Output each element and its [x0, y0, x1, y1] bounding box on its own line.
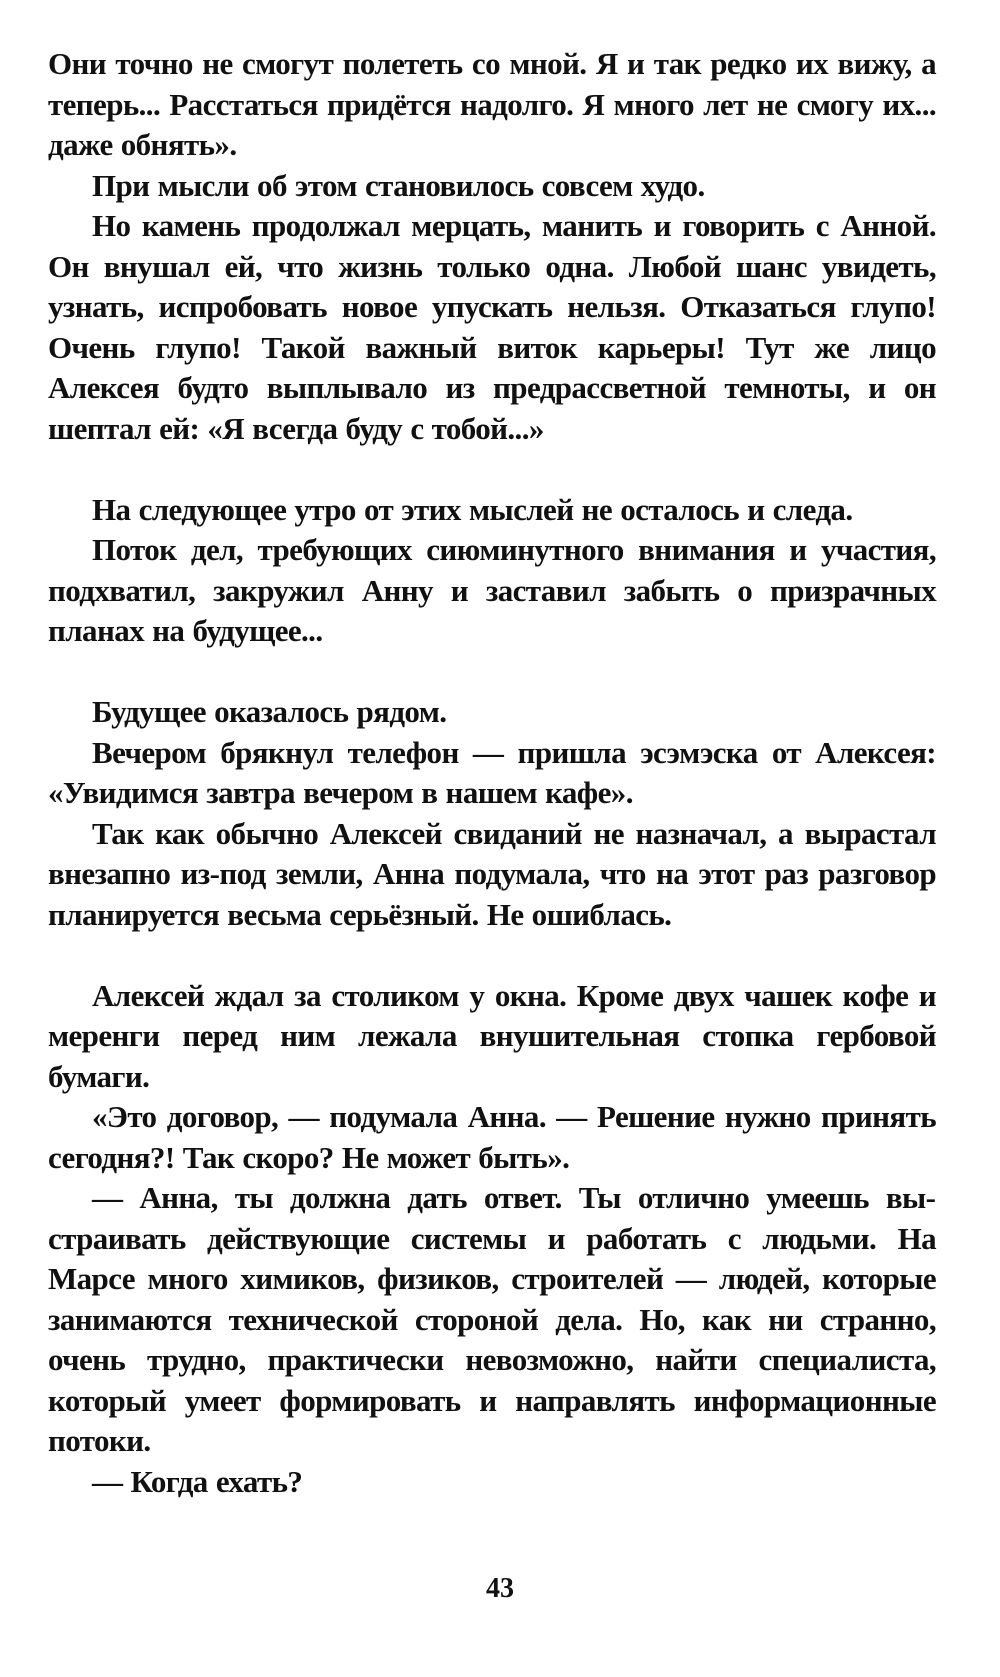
paragraph-7: Вечером брякнул телефон — пришла эсэмэска от Алексея: «Увидимся завтра вечером в нашем кафе».	[48, 734, 936, 810]
paragraph-12: — Когда ехать?	[92, 1463, 303, 1499]
page-body	[48, 44, 936, 1502]
paragraph-1: Они точно не смогут полететь со мной. Я и так редко их вижу, а теперь... Расстаться придётся надолго. Я много лет не смогу их... даже обнять».	[48, 46, 936, 162]
section-break	[48, 449, 936, 490]
paragraph-8: Так как обычно Алексей свиданий не назначал, а вырастал внезапно из-под земли, Анна подумала, что на этот раз разговор планируется весьма серьёзный. Не ошиблась.	[48, 815, 936, 932]
paragraph-5: Поток дел, требующих сиюминутного внимания и участия, подхватил, закружил Анну и заставил забыть о призрачных планах на будущее...	[48, 532, 936, 648]
paragraph-4: На следующее утро от этих мыслей не осталось и следа.	[92, 491, 853, 527]
section-break	[48, 652, 936, 693]
paragraph-3: Но камень продолжал мерцать, манить и говорить с Анной. Он внушал ей, что жизнь только одна. Любой шанс увидеть, узнать, испробовать новое упускать нельзя. Отказаться глупо! Очень глупо! Такой важный виток карьеры! Тут же лицо Алексея будто выплывало из предрассветной темноты, и он шептал ей: «Я всегда буду с тобой...»	[48, 208, 936, 446]
paragraph-6: Будущее оказалось рядом.	[92, 694, 447, 729]
paragraph-2: При мысли об этом становилось совсем худо.	[92, 167, 705, 203]
paragraph-9: Алексей ждал за столиком у окна. Кроме двух чашек кофе и меренги перед ним лежала внушительная стопка гербовой бумаги.	[48, 977, 936, 1094]
paragraph-10: «Это договор, — подумала Анна. — Решение нужно принять сегодня?! Так скоро? Не может быть».	[48, 1099, 936, 1175]
section-break	[48, 935, 936, 976]
paragraph-11: — Анна, ты должна дать ответ. Ты отлично умеешь выстраивать действующие системы и работать с людьми. На Марсе много химиков, физиков, строителей — людей, которые занимаются технической стороной дела. Но, как ни странно, очень трудно, практически невозможно, найти специалиста, который умеет формировать и направлять информационные потоки.	[48, 1180, 936, 1458]
page-number: 43	[486, 1573, 514, 1604]
